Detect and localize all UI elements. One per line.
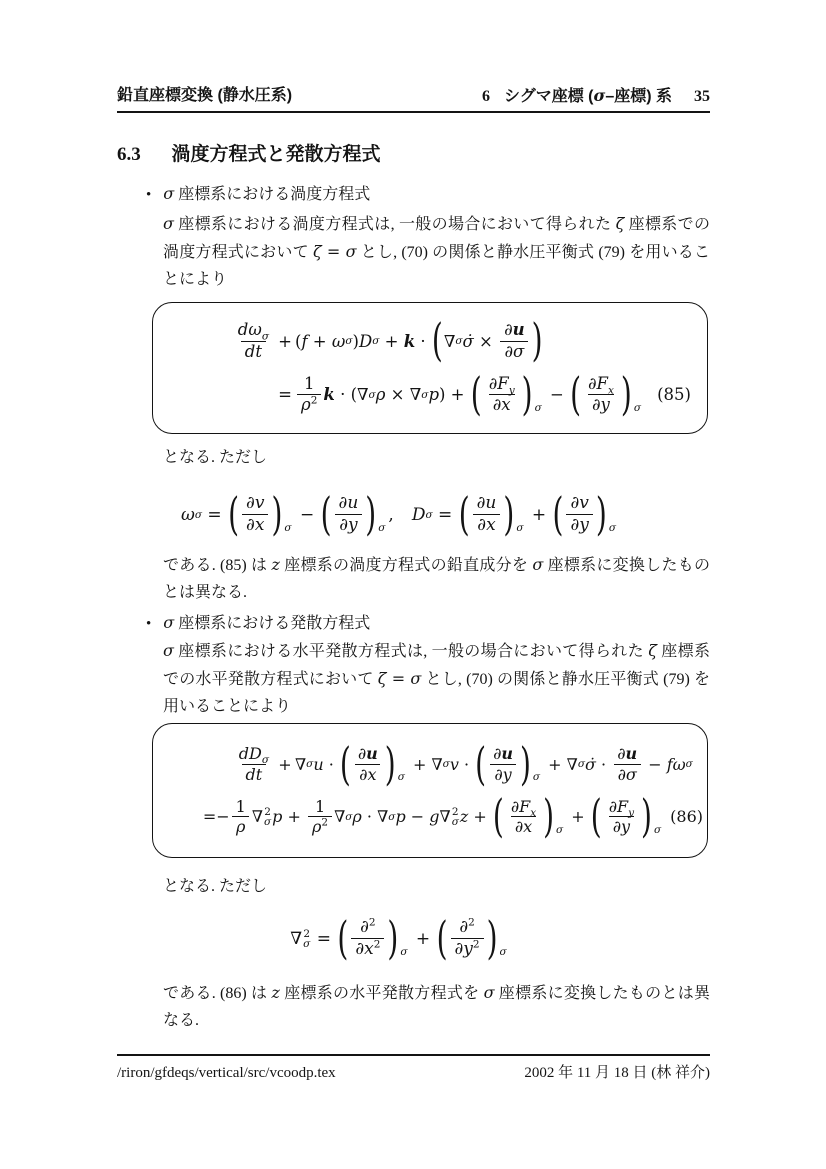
footer-file-path: /riron/gfdeqs/vertical/src/vcoodp.tex xyxy=(117,1065,336,1081)
header-section-number: 6 xyxy=(482,88,491,105)
text-segment: とし, (70) の関係と静水圧平衡式 (79) を用いることにより xyxy=(163,244,710,288)
math-token: ρ xyxy=(311,817,322,837)
math-token: ∇ xyxy=(251,807,263,827)
math-token: = xyxy=(432,504,458,525)
math-token: p xyxy=(395,807,406,827)
nabla-sup-sub xyxy=(452,807,459,827)
text-segment: である. (85) は xyxy=(163,557,272,574)
math-token: ∇ xyxy=(290,928,303,949)
equation-86 xyxy=(153,724,707,857)
math-token: + xyxy=(407,754,432,774)
math-token: ∇ xyxy=(439,807,451,827)
math-token: σ xyxy=(499,945,507,958)
paren: ) xyxy=(641,790,652,844)
math-token: ∂σ xyxy=(504,341,525,361)
paren: ( xyxy=(492,790,504,844)
math-token: = xyxy=(202,807,217,827)
math-token: · ( xyxy=(334,385,357,405)
paren: ) xyxy=(384,737,396,791)
math-token: + xyxy=(278,331,292,351)
math-token: ∂y xyxy=(339,515,358,536)
paren: ) xyxy=(543,790,555,844)
math-token: + xyxy=(379,331,404,351)
math-token: ∇ xyxy=(409,385,422,405)
nabla-sup-sub xyxy=(303,929,310,949)
item1-title: 座標系における渦度方程式 xyxy=(174,186,371,203)
math-token: σ xyxy=(378,521,386,534)
math-token: ∂ xyxy=(493,743,502,763)
math-token: p xyxy=(272,807,283,827)
math-token: ζ xyxy=(648,641,657,660)
math-token: f xyxy=(666,754,673,774)
math-token: ∂x xyxy=(477,515,496,536)
math-token: = xyxy=(278,385,292,405)
math-token: · xyxy=(415,331,431,351)
math-token: σ xyxy=(516,521,524,534)
math-token: 2 xyxy=(468,916,475,929)
fraction xyxy=(235,745,273,784)
math-token: ∂F xyxy=(608,796,629,816)
math-token: + xyxy=(543,754,567,774)
math-token: x xyxy=(607,384,614,397)
math-token: · xyxy=(361,807,378,827)
paragraph-vorticity xyxy=(163,210,710,293)
math-token: u xyxy=(313,754,324,774)
math-token: σ xyxy=(483,983,495,1002)
math-token: · xyxy=(323,754,339,774)
paren: ) xyxy=(486,911,498,965)
math-token: + xyxy=(307,331,332,351)
math-token: 2 xyxy=(321,817,329,830)
display-equation-defs86 xyxy=(117,911,683,965)
math-token: ζ = σ xyxy=(312,242,357,261)
math-token: ∇ xyxy=(566,754,578,774)
paren: ( xyxy=(228,487,240,541)
text-tadashi-2: となる. ただし xyxy=(163,878,268,895)
math-token: g xyxy=(429,807,440,827)
math-token: σ xyxy=(534,401,542,414)
header-rule xyxy=(117,111,710,113)
footer-date-author: 2002 年 11 月 18 日 (林 祥介) xyxy=(524,1065,710,1081)
paragraph-divergence xyxy=(163,637,710,720)
running-header-left: 鉛直座標変換 (静水圧系) xyxy=(117,87,293,104)
paren: ( xyxy=(470,368,482,422)
math-token: σ̇ xyxy=(585,754,596,774)
bullet-icon: • xyxy=(146,187,152,203)
fraction xyxy=(232,798,250,837)
math-token: 2 xyxy=(451,805,459,818)
math-token: ∂y xyxy=(454,939,473,960)
paren: ( xyxy=(475,737,487,791)
bullet-icon: • xyxy=(146,616,152,632)
header-section-title xyxy=(504,86,672,107)
header-title-post: –座標) 系 xyxy=(605,88,672,105)
math-token: + xyxy=(282,807,306,827)
paren: ) xyxy=(503,487,515,541)
math-token: ) xyxy=(352,331,359,351)
math-token: ∂x xyxy=(246,515,265,536)
math-token: ∂F xyxy=(588,374,608,393)
math-token: ∂ xyxy=(459,917,469,937)
list-item-vorticity xyxy=(146,180,370,209)
math-token: σ xyxy=(284,521,292,534)
math-token: y xyxy=(628,806,635,819)
math-token: ∂ xyxy=(360,917,369,937)
fraction xyxy=(451,918,484,959)
math-token: − xyxy=(544,385,570,405)
text-segment: とし, (70) の関係と静水圧平衡式 (79) を用いることにより xyxy=(163,671,710,715)
item2-var: σ xyxy=(163,613,175,632)
math-token: ∂ xyxy=(504,320,513,340)
math-token: p xyxy=(428,385,439,405)
math-token: dt xyxy=(244,341,262,361)
fraction xyxy=(613,745,641,784)
math-token: ∇ xyxy=(295,754,307,774)
section-number: 6.3 xyxy=(117,144,141,165)
math-token: ∂u xyxy=(338,493,359,513)
math-token: f xyxy=(301,331,308,351)
math-token: z xyxy=(271,983,280,1002)
math-token: σ xyxy=(261,330,269,343)
paren: ( xyxy=(570,368,581,422)
math-token: 1 xyxy=(235,796,246,816)
paren: ) xyxy=(387,911,399,965)
fraction xyxy=(507,798,540,837)
math-token: ∂v xyxy=(570,493,589,513)
math-token: σ xyxy=(532,555,544,574)
math-token: z xyxy=(459,807,469,827)
fraction xyxy=(335,494,363,535)
paren: ( xyxy=(431,314,443,368)
fraction xyxy=(500,321,529,361)
math-token: u xyxy=(512,320,525,340)
math-token: ω xyxy=(672,754,686,774)
math-token: = xyxy=(311,928,337,949)
math-token: σ xyxy=(633,401,642,414)
math-token: ∂v xyxy=(246,493,265,513)
fraction xyxy=(351,918,384,959)
math-token: ∇ xyxy=(357,385,369,405)
text-segment: 座標系に変換したものとは異なる. xyxy=(163,985,710,1029)
math-token: 2 xyxy=(310,394,318,407)
text-segment: 座標系における渦度方程式は, 一般の場合において得られた xyxy=(173,216,616,233)
text-segment: 座標系の水平発散方程式を xyxy=(279,985,484,1002)
math-token: ∂x xyxy=(359,764,377,784)
math-token: ∂y xyxy=(570,515,589,536)
math-token: σ xyxy=(451,815,459,828)
paren: ( xyxy=(320,487,332,541)
math-token: x xyxy=(530,806,537,819)
math-token: ρ xyxy=(375,385,386,405)
fraction xyxy=(605,798,638,837)
paren: ) xyxy=(365,487,377,541)
math-token: ( xyxy=(295,331,302,351)
page-number: 35 xyxy=(694,88,710,105)
math-token: ζ = σ xyxy=(377,669,422,688)
math-token: ) + xyxy=(439,385,470,405)
fraction xyxy=(297,375,321,415)
paren: ) xyxy=(531,314,543,368)
math-token: 2 xyxy=(264,805,271,818)
equation-86-row-1: $\frac{dD_\sigma}{dt}$ + ∇ σ u · ( $\frac{\partial u}{\partial x}$ ) $_\sigma$ + ∇ σ v · ( $\frac{\partial u}{\partial y}$ ) $_\sigma$ + ∇ σ σ̇ · $\frac{\partial u}{\partial\sigma}$ − f ω σ xyxy=(153,745,707,784)
running-header xyxy=(117,86,710,107)
math-token: 2 xyxy=(368,916,376,929)
math-token: ∇ xyxy=(443,331,456,351)
math-token: − xyxy=(216,807,230,827)
nabla-sup-sub xyxy=(264,807,271,827)
fraction xyxy=(485,375,519,415)
math-token: σ xyxy=(556,823,564,836)
math-token: + xyxy=(526,504,552,525)
math-token: ∇ xyxy=(431,754,443,774)
math-token: dt xyxy=(245,764,263,784)
footer xyxy=(117,1063,710,1083)
math-token: ω xyxy=(331,331,346,351)
math-token: ∂ xyxy=(357,743,367,763)
paren: ( xyxy=(337,911,349,965)
paren: ) xyxy=(271,487,283,541)
math-token: σ̇ xyxy=(462,331,474,351)
fraction xyxy=(489,745,517,784)
math-token: dω xyxy=(237,320,262,340)
math-token: σ xyxy=(163,641,174,660)
fraction xyxy=(308,798,332,837)
math-token: ∂x xyxy=(514,817,533,837)
text-segment: 座標系における水平発散方程式は, 一般の場合において得られた xyxy=(173,643,649,660)
math-token: ∂F xyxy=(488,374,509,393)
paren: ( xyxy=(436,911,448,965)
equation-number-85: (85) xyxy=(657,385,691,405)
math-token: 1 xyxy=(303,374,315,393)
math-token: ∂y xyxy=(494,764,512,784)
math-token: , xyxy=(388,504,394,525)
math-token: · xyxy=(595,754,612,774)
math-token: σ xyxy=(303,937,311,950)
math-token: ζ xyxy=(615,214,625,233)
math-token: ∂y xyxy=(612,817,631,837)
equation-box-85 xyxy=(152,302,708,434)
math-token: ∂x xyxy=(355,939,374,960)
closing-paragraph-85 xyxy=(163,551,710,606)
text-segment: である. (86) は xyxy=(163,985,272,1002)
equation-85-row-2: = $\frac{1}{\rho^2}$ k · ( ∇ σ ρ × ∇ σ p ) + ( $\frac{\partial F_y}{\partial x}$ ) $_\sigma$ − ( $\frac{\partial F_x}{\partial y}$ ) $_\sigma$ (85) xyxy=(153,375,707,415)
paren: ( xyxy=(552,487,564,541)
math-token: + xyxy=(278,754,292,774)
math-token: − xyxy=(294,504,320,525)
math-token: − xyxy=(643,754,667,774)
item2-title: 座標系における発散方程式 xyxy=(174,615,371,632)
math-token: ω xyxy=(180,504,195,525)
equation-number-86: (86) xyxy=(670,807,703,827)
fraction xyxy=(242,494,268,535)
fraction xyxy=(566,494,592,535)
text-segment: 座標系に変換したものとは異なる. xyxy=(163,557,710,601)
math-token: v xyxy=(449,754,459,774)
math-token: × xyxy=(473,331,499,351)
math-token: ∂ xyxy=(617,743,626,763)
closing-paragraph-86 xyxy=(163,979,710,1034)
math-token: ∂y xyxy=(592,395,610,415)
math-token: D xyxy=(411,504,426,525)
math-token: ∂x xyxy=(492,395,511,415)
math-token: 2 xyxy=(373,938,381,951)
math-token: σ xyxy=(263,815,272,828)
math-token: z xyxy=(271,555,280,574)
equation-86-row-2: = − $\frac{1}{\rho}$ ∇ 2 σ p + $\frac{1}{\rho^2}$ ∇ σ ρ · ∇ σ p − g ∇ 2 σ z + ( $\frac{\partial F_x}{\partial x}$ ) $_\sigma$ + ( $\frac{\partial F_y}{\partial y}$ ) $_\sigma$ (86) xyxy=(202,790,703,844)
math-token: − xyxy=(405,807,430,827)
math-token: σ xyxy=(261,753,269,766)
math-token: D xyxy=(358,331,373,351)
math-token: ∂u xyxy=(476,493,497,513)
equation-box-86 xyxy=(152,723,708,858)
fraction xyxy=(473,494,501,535)
text-segment: 座標系での渦度方程式において xyxy=(163,216,710,261)
math-token: ρ xyxy=(301,395,311,415)
math-token: ρ xyxy=(352,807,362,827)
math-token: σ xyxy=(163,214,174,233)
math-token: ρ xyxy=(236,817,246,837)
section-heading xyxy=(117,139,381,166)
math-token: 1 xyxy=(314,796,326,816)
text-segment: 座標系の渦度方程式の鉛直成分を xyxy=(279,557,533,574)
display-equation-defs85: ω σ = ( $\frac{\partial v}{\partial x}$ ) $_\sigma$ − ( $\frac{\partial u}{\partial y}$ ) $_\sigma$ , D σ = ( $\frac{\partial u}{\partial x}$ ) $_\sigma$ + ( $\frac{\partial v}{\partial y}$ ) $_\sigma$ xyxy=(180,487,616,541)
text-segment: 座標系での水平発散方程式において xyxy=(163,643,710,688)
section-title: 渦度方程式と発散方程式 xyxy=(171,144,381,165)
paren: ) xyxy=(519,737,531,791)
footer-rule xyxy=(117,1054,710,1056)
math-token: y xyxy=(508,384,515,397)
equation-85 xyxy=(153,303,707,433)
math-token: ∇ xyxy=(334,807,346,827)
math-token: × xyxy=(385,385,410,405)
math-token: + xyxy=(468,807,492,827)
math-token: ∂F xyxy=(510,796,531,816)
list-item-divergence xyxy=(146,609,370,638)
math-token: σ xyxy=(400,945,408,958)
math-token: ∂σ xyxy=(617,764,637,784)
text-tadashi-1: となる. ただし xyxy=(163,449,268,466)
math-token: u xyxy=(625,743,638,763)
math-token: 2 xyxy=(472,938,480,951)
math-token: u xyxy=(501,743,513,763)
math-token: + xyxy=(566,807,590,827)
fraction xyxy=(354,745,382,784)
math-token: = xyxy=(202,504,228,525)
math-token: 2 xyxy=(303,927,311,940)
item1-var: σ xyxy=(163,184,175,203)
header-sigma-var: σ xyxy=(593,86,606,105)
math-token: + xyxy=(410,928,436,949)
paren: ( xyxy=(590,790,602,844)
math-token: σ xyxy=(608,521,616,534)
equation-85-row-1: $\frac{d\omega_\sigma}{dt}$ + ( f + ω σ ) D σ + k · ( ∇ σ σ̇ × $\frac{\partial u}{\partial\sigma}$ ) xyxy=(153,321,707,361)
paren: ) xyxy=(521,368,533,422)
paren: ) xyxy=(595,487,607,541)
paren: ( xyxy=(458,487,470,541)
math-token: u xyxy=(366,743,378,763)
math-token: σ xyxy=(653,823,662,836)
math-token: k xyxy=(323,385,335,405)
paren: ( xyxy=(339,737,351,791)
math-token: k xyxy=(403,331,416,351)
paren: ) xyxy=(620,368,632,422)
math-token: σ xyxy=(532,771,541,784)
running-header-right xyxy=(482,86,710,107)
fraction xyxy=(234,321,273,361)
math-token: σ xyxy=(397,771,405,784)
math-token: dD xyxy=(238,743,262,763)
math-token: · xyxy=(458,754,475,774)
fraction xyxy=(584,375,618,415)
math-token: ∇ xyxy=(377,807,389,827)
header-title-pre: シグマ座標 ( xyxy=(504,88,594,105)
